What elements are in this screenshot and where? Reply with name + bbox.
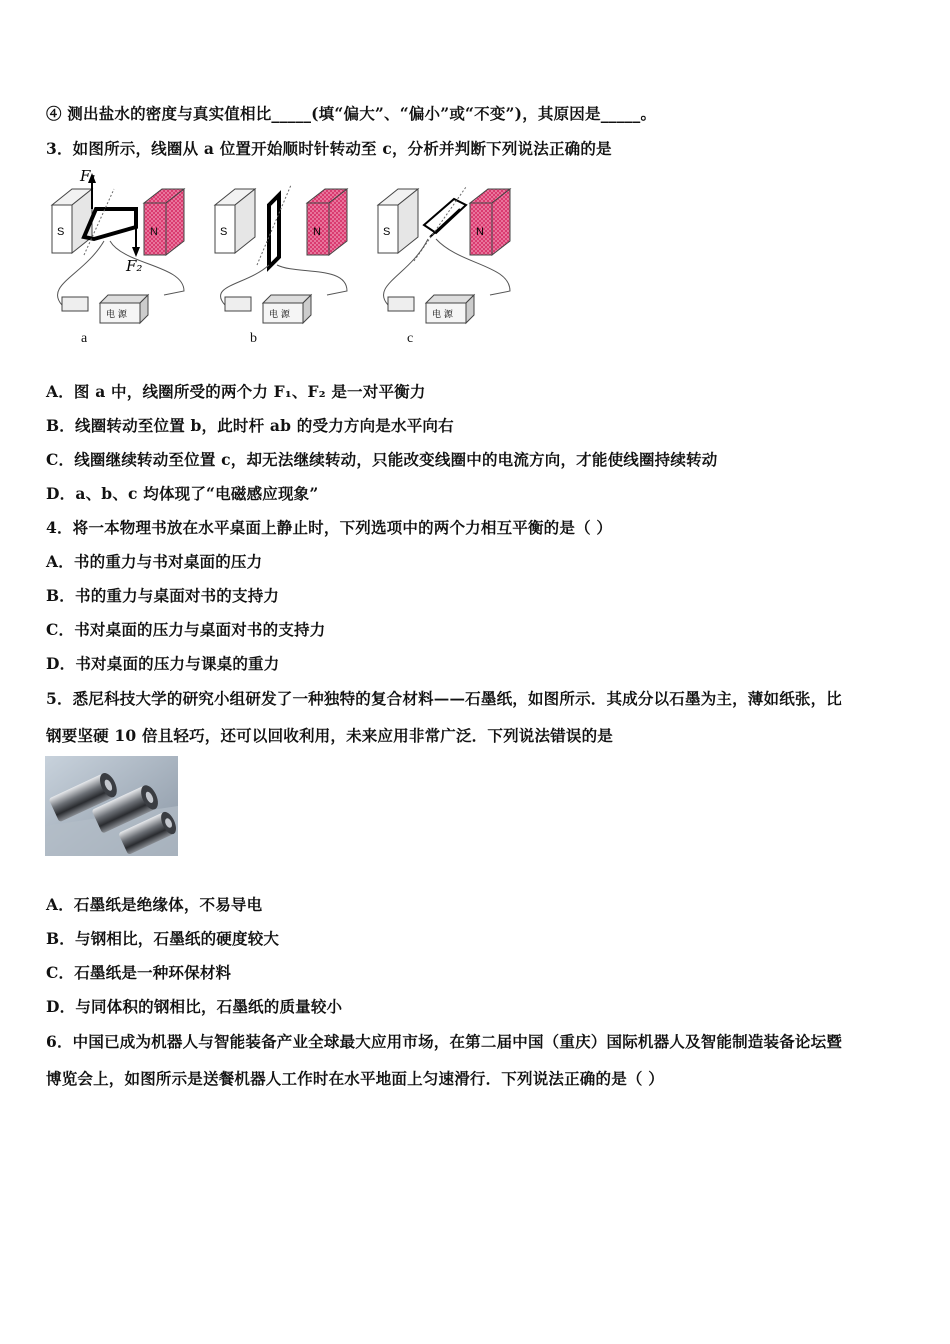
panel-c (378, 187, 510, 323)
force-f1-label: F₁ (80, 167, 97, 185)
caption-c: c (407, 331, 414, 346)
panel-a (52, 167, 184, 323)
svg-text:电 源: 电 源 (432, 310, 453, 320)
option-5c: C．石墨纸是一种环保材料 (46, 963, 232, 982)
option-5b: B．与钢相比，石墨纸的硬度较大 (46, 929, 280, 948)
option-5a: A．石墨纸是绝缘体，不易导电 (46, 895, 263, 914)
caption-b: b (250, 331, 257, 346)
option-3b: B．线圈转动至位置 b，此时杆 ab 的受力方向是水平向右 (46, 416, 454, 435)
svg-text:S: S (220, 226, 228, 238)
magnet-n-label: N (150, 226, 158, 238)
option-4c: C．书对桌面的压力与桌面对书的支持力 (46, 620, 326, 639)
question-5-stem-line2: 钢要坚硬 10 倍且轻巧，还可以回收利用，未来应用非常广泛．下列说法错误的是 (46, 726, 613, 745)
question-4-stem: 4．将一本物理书放在水平桌面上静止时，下列选项中的两个力相互平衡的是（ ） (46, 518, 613, 537)
motor-coil-figure (44, 165, 514, 355)
svg-text:N: N (313, 226, 321, 238)
option-4a: A．书的重力与书对桌面的压力 (46, 552, 263, 571)
option-4b: B．书的重力与桌面对书的支持力 (46, 586, 280, 605)
svg-text:电 源: 电 源 (269, 310, 290, 320)
question-5-stem-line1: 5．悉尼科技大学的研究小组研发了一种独特的复合材料——石墨纸，如图所示．其成分以石墨为主，薄如纸张，比 (46, 689, 842, 708)
panel-b (215, 185, 347, 323)
caption-a: a (81, 331, 88, 346)
option-3a: A．图 a 中，线圈所受的两个力 F₁、F₂ 是一对平衡力 (46, 382, 426, 401)
question-text-line: ④ 测出盐水的密度与真实值相比_____(填“偏大”、“偏小”或“不变”)，其原因是_____。 (46, 104, 657, 123)
option-3c: C．线圈继续转动至位置 c，却无法继续转动，只能改变线圈中的电流方向，才能使线圈持续转动 (46, 450, 718, 469)
force-f2-label: F₂ (126, 257, 143, 275)
question-6-stem-line2: 博览会上，如图所示是送餐机器人工作时在水平地面上匀速滑行．下列说法正确的是（ ） (46, 1069, 664, 1088)
option-4d: D．书对桌面的压力与课桌的重力 (46, 654, 280, 673)
question-3-stem: 3．如图所示，线圈从 a 位置开始顺时针转动至 c，分析并判断下列说法正确的是 (46, 139, 612, 158)
graphite-paper-photo (45, 756, 178, 856)
battery-label: 电 源 (106, 310, 127, 320)
option-3d: D．a、b、c 均体现了“电磁感应现象” (46, 484, 319, 503)
magnet-s-label: S (57, 226, 65, 238)
svg-text:S: S (383, 226, 391, 238)
svg-text:N: N (476, 226, 484, 238)
question-6-stem-line1: 6．中国已成为机器人与智能装备产业全球最大应用市场，在第二届中国（重庆）国际机器人及智能制造装备论坛暨 (46, 1032, 842, 1051)
option-5d: D．与同体积的钢相比，石墨纸的质量较小 (46, 997, 343, 1016)
